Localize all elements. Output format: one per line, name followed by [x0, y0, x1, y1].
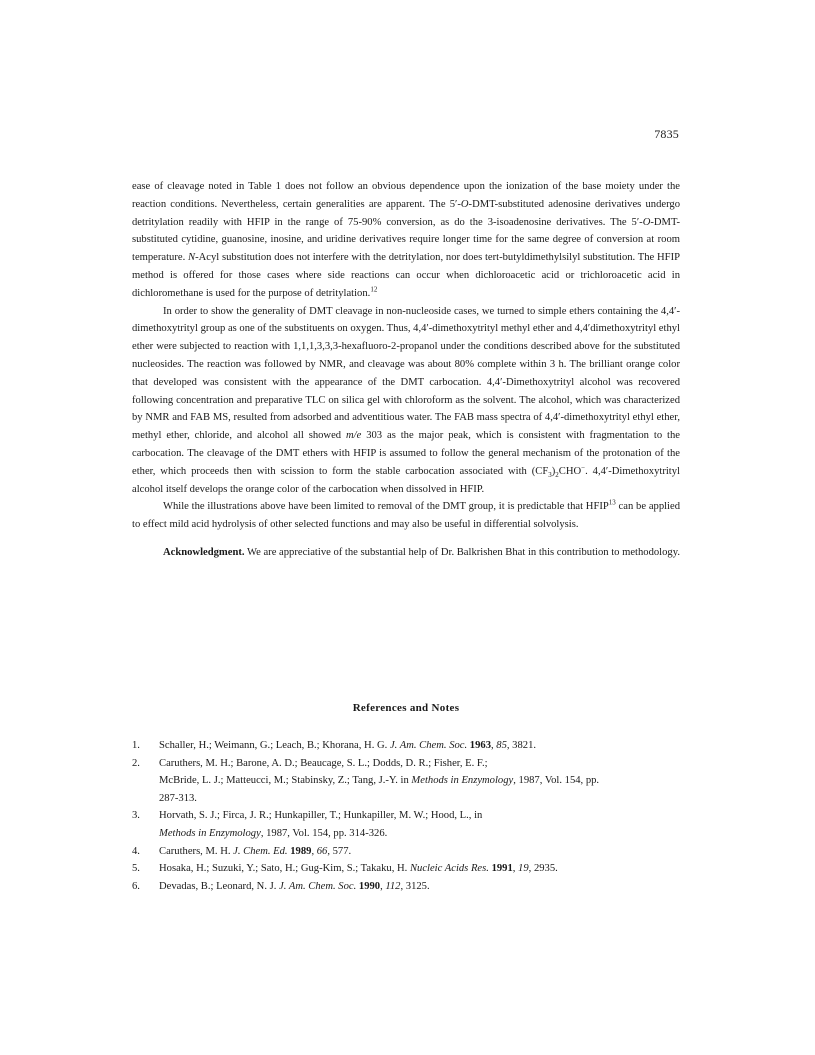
acknowledgment-label: Acknowledgment. — [163, 546, 245, 558]
page-number: 7835 — [654, 127, 679, 141]
paragraph-1: ease of cleavage noted in Table 1 does not follow an obvious dependence upon the ionization of the base moiety under the reaction conditions. Nevertheless, certain generalities are apparent. The 5′-O-DMT-substituted adenosine derivatives undergo detritylation readily with HFIP in the range of 75-90% conversion, as do the 3-isoadenosine derivatives. The 5′-O-DMT-substituted cytidine, guanosine, inosine, and uridine derivatives require longer time for the same degree of conversion at room temperature. N-Acyl substitution does not interfere with the detritylation, nor does tert-butyldimethylsilyl substitution. The HFIP method is offered for those cases where side reactions can occur when dichloroacetic acid or trichloroacetic acid in dichloromethane is used for the purpose of detritylation.$^{12}$ — [132, 181, 681, 299]
paragraph-2: In order to show the generality of DMT cleavage in non-nucleoside cases, we turned to simple ethers containing the 4,4′-dimethoxytrityl group as one of the substituents on oxygen. Thus, 4,4′-dimethoxytrityl methyl ether and 4,4′dimethoxytrityl ethyl ether were subjected to reaction with 1,1,1,3,3,3-hexafluoro-2-propanol under the conditions described above for the substituted nucleosides. The reaction was followed by NMR, and cleavage was about 80% complete within 3 h. The brilliant orange color that developed was consistent with the appearance of the DMT carbocation. 4,4′-Dimethoxytrityl alcohol was recovered following concentration and preparative TLC on silica gel with chloroform as the solvent. The alcohol, which was characterized by NMR and FAB MS, resulted from adsorbed and adventitious water. The FAB mass spectra of 4,4′-dimethoxytrityl ethyl ether, methyl ether, chloride, and alcohol all showed m/e 303 as the major peak, which is consistent with fragmentation to the carbocation. The cleavage of the DMT ethers with HFIP is assumed to follow the general mechanism of the protonation of the ether, which proceeds then with scission to form the stable carbocation associated with $(CF_3)_2CHO^-$. 4,4′-Dimethoxytrityl alcohol itself develops the orange color of the carbocation when dissolved in HFIP. — [132, 305, 680, 495]
reference-item: 3. Horvath, S. J.; Firca, J. R.; Hunkapiller, T.; Hunkapiller, M. W.; Hood, L., in Methods in Enzymology, 1987, Vol. 154, pp. 314-326. — [132, 810, 483, 839]
reference-item: 1. Schaller, H.; Weimann, G.; Leach, B.; Khorana, H. G. J. Am. Chem. Soc. 1963, 85, 3821. — [132, 740, 537, 751]
reference-item: 4. Caruthers, M. H. J. Chem. Ed. 1989, 66, 577. — [132, 845, 352, 857]
acknowledgment: Acknowledgment. We are appreciative of the substantial help of Dr. Balkrishen Bhat in this contribution to methodology. — [163, 546, 680, 558]
reference-item: 2. Caruthers, M. H.; Barone, A. D.; Beaucage, S. L.; Dodds, D. R.; Fisher, E. F.; McBride, L. J.; Matteucci, M.; Stabinsky, Z.; Tang, J.-Y. in Methods in Enzymology, 1987, Vol. 154, pp. 287-313. — [132, 757, 600, 804]
references-title: References and Notes — [352, 702, 460, 714]
article-body — [132, 178, 680, 562]
references-list — [132, 737, 692, 895]
citation-12: 12 — [370, 285, 378, 294]
reference-item: 6. Devadas, B.; Leonard, N. J. J. Am. Chem. Soc. 1990, 112, 3125. — [132, 880, 430, 892]
citation-13: 13 — [608, 498, 616, 507]
paragraph-3: While the illustrations above have been limited to removal of the DMT group, it is predictable that HFIP$^{13}$ can be applied to effect mild acid hydrolysis of other selected functions and may also be useful in differential solvolysis. — [132, 498, 680, 531]
reference-item: 5. Hosaka, H.; Suzuki, Y.; Sato, H.; Gug-Kim, S.; Takaku, H. Nucleic Acids Res. 1991, 19, 2935. — [132, 863, 558, 875]
